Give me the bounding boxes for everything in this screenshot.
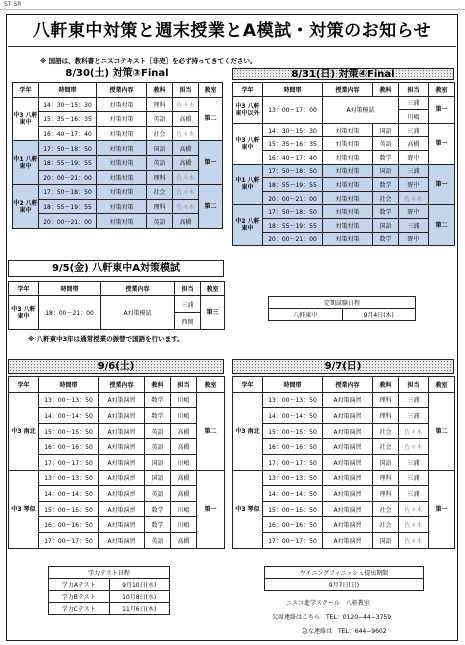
subject-cell: 英語 (145, 439, 171, 455)
teacher-cell: 佐々木 (173, 185, 199, 200)
title-divider (8, 46, 456, 47)
schedule-row (233, 218, 455, 232)
grade-cell: 中3 八軒東中以外 (233, 96, 263, 123)
content-cell: 対策対策 (323, 164, 373, 178)
time-cell: 20：00〜21：00 (263, 191, 323, 205)
schedule-row (9, 392, 225, 408)
schedule-row (13, 126, 223, 141)
column-header: 授業内容 (99, 377, 145, 393)
column-header: 時間帯 (39, 83, 97, 98)
column-header: 教室 (199, 83, 223, 98)
schedule-row (233, 232, 455, 246)
subject-cell: 数学 (373, 178, 399, 192)
subject-cell: 社会 (373, 517, 399, 533)
schedule-row (13, 155, 223, 170)
content-cell: 対策対策 (323, 178, 373, 192)
subject-cell: 国語 (373, 218, 399, 232)
column-header: 教科 (373, 83, 399, 97)
column-header: 授業内容 (101, 282, 175, 296)
test-date: 11月6日(木) (109, 603, 170, 615)
column-header: 担当 (171, 377, 197, 393)
subject-cell: 英語 (373, 137, 399, 151)
schedule-row (233, 137, 455, 151)
subject-cell: 国語 (145, 470, 171, 486)
schedule-row (13, 199, 223, 214)
subject-cell: 理科 (147, 170, 173, 185)
schedule-row (233, 486, 455, 502)
subject-cell: 数学 (373, 150, 399, 164)
content-cell: A対策演習 (323, 532, 373, 548)
content-cell: A対策演習 (323, 439, 373, 455)
column-header: 学年 (233, 83, 263, 97)
teacher-cell: 佐々木 (399, 532, 429, 548)
teacher-cell: 野中 (399, 232, 429, 246)
hakkenhigashi-note: ※ 八軒東中3年は通常授業の振替で国語を行います。 (28, 335, 184, 343)
content-cell: A対策演習 (323, 392, 373, 408)
time-cell: 16：00〜16：50 (263, 439, 323, 455)
content-cell: 対策対策 (97, 141, 147, 156)
teacher-cell: 野中 (399, 150, 429, 164)
grade-cell: 中2 八軒東中 (13, 185, 39, 229)
subject-cell: 理科 (147, 97, 173, 112)
column-header: 時間帯 (39, 282, 101, 296)
subject-cell: 英語 (145, 423, 171, 439)
schedule-row (13, 97, 223, 112)
grade-cell: 中3 南北 (9, 392, 39, 470)
teacher-cell: 佐々木 (399, 439, 429, 455)
content-cell: A対策模試 (323, 96, 399, 123)
sep6-schedule-table (8, 376, 225, 549)
subject-cell: 社会 (373, 423, 399, 439)
teacher-cell: 佐々木 (399, 517, 429, 533)
grade-cell: 中3 南北 (233, 392, 263, 470)
teacher-cell: 三浦 (399, 164, 429, 178)
schedule-row (9, 454, 225, 470)
subject-cell: 数学 (145, 517, 171, 533)
schedule-row (233, 423, 455, 439)
subject-cell: 理科 (373, 408, 399, 424)
column-header: 授業内容 (97, 83, 147, 98)
teacher-cell: 高橋 (171, 423, 197, 439)
test-name: 学力Aテスト (49, 579, 110, 591)
subject-cell: 理科 (147, 199, 173, 214)
schedule-row (9, 517, 225, 533)
room-cell: 第二 (429, 392, 455, 470)
grade-cell: 中3 八軒東中 (9, 296, 39, 330)
content-cell: A対策演習 (99, 423, 145, 439)
room-cell: 第二 (429, 205, 455, 246)
column-header: 教室 (429, 377, 455, 393)
subject-cell: 国語 (373, 123, 399, 137)
teacher-cell: 高橋 (171, 532, 197, 548)
aug30-schedule-table (12, 82, 223, 229)
subject-cell: 数学 (373, 205, 399, 219)
sep7-schedule-table (232, 376, 455, 549)
schedule-row (233, 205, 455, 219)
content-cell: 対策対策 (323, 205, 373, 219)
schedule-row (9, 486, 225, 502)
time-cell: 17：50〜18：50 (263, 164, 323, 178)
content-cell: 対策対策 (97, 112, 147, 127)
content-cell: 対策対策 (323, 137, 373, 151)
grade-cell: 中3 八軒東中 (13, 97, 39, 141)
urgent-contact: 急な連絡は TEL：644−9602 (302, 628, 387, 635)
teacher-cell: 三浦 (399, 408, 429, 424)
test-name: 学力Bテスト (49, 591, 110, 603)
teacher-cell: 三浦 (175, 296, 201, 313)
column-header: 担当 (399, 377, 429, 393)
time-cell: 15：00〜15：50 (263, 501, 323, 517)
time-cell: 18：55〜19：55 (263, 178, 323, 192)
schedule-row (9, 439, 225, 455)
absence-contact: 欠席連絡はこちら TEL：0120−44−3759 (272, 614, 392, 621)
grade-cell: 中3 琴似 (233, 470, 263, 548)
time-cell: 20：00〜21：00 (39, 170, 97, 185)
content-cell: A対策演習 (323, 517, 373, 533)
teacher-cell: 高橋 (173, 112, 199, 127)
room-cell: 第二 (199, 97, 223, 141)
teacher-cell: 野中 (399, 205, 429, 219)
column-header: 時間帯 (39, 377, 99, 393)
subject-cell: 英語 (145, 486, 171, 502)
subject-cell: 英語 (145, 532, 171, 548)
teacher-cell: 高橋 (173, 214, 199, 229)
subject-cell: 英語 (147, 155, 173, 170)
schedule-row (13, 214, 223, 229)
gakuryoku-test-table (48, 566, 170, 615)
teacher-cell: 三浦 (399, 470, 429, 486)
time-cell: 13：00〜17：00 (263, 96, 323, 123)
test-date: 9月10日(水) (109, 579, 170, 591)
content-cell: A対策演習 (99, 439, 145, 455)
grade-cell: 中3 琴似 (9, 470, 39, 548)
time-cell: 18：00〜21：00 (39, 296, 101, 330)
content-cell: 対策対策 (323, 123, 373, 137)
room-cell: 第一 (429, 96, 455, 123)
content-cell: A対策演習 (323, 408, 373, 424)
schedule-row (233, 96, 455, 110)
time-cell: 17：50〜18：50 (263, 205, 323, 219)
subject-cell: 数学 (373, 232, 399, 246)
content-cell: 対策対策 (97, 126, 147, 141)
time-cell: 18：55〜19：55 (39, 155, 97, 170)
time-cell: 15：35〜16：35 (263, 137, 323, 151)
subject-cell: 英語 (147, 112, 173, 127)
content-cell: A対策演習 (323, 470, 373, 486)
time-cell: 14：00〜14：50 (39, 408, 99, 424)
subject-cell: 数学 (145, 408, 171, 424)
school-name: ニスコ進学スクール 八軒教室 (286, 600, 370, 607)
room-cell: 第一 (197, 470, 225, 548)
subject-cell: 国語 (145, 454, 171, 470)
schedule-row (233, 123, 455, 137)
teacher-cell: 佐々木 (399, 501, 429, 517)
time-cell: 16：00〜16：50 (263, 517, 323, 533)
content-cell: A対策演習 (99, 454, 145, 470)
column-header: 授業内容 (323, 377, 373, 393)
time-cell: 13：00〜13：50 (263, 470, 323, 486)
schedule-row (13, 170, 223, 185)
content-cell: 対策対策 (323, 150, 373, 164)
content-cell: A対策演習 (99, 470, 145, 486)
time-cell: 13：00〜13：50 (39, 470, 99, 486)
time-cell: 13：00〜13：50 (39, 392, 99, 408)
teacher-cell: 川嶋 (171, 454, 197, 470)
aug31-title: 8/31(日) 対策④Final (232, 68, 454, 80)
teacher-cell: 三浦 (399, 454, 429, 470)
time-cell: 17：00〜17：50 (263, 532, 323, 548)
schedule-row (233, 164, 455, 178)
schedule-row (233, 392, 455, 408)
column-header: 担当 (175, 282, 201, 296)
content-cell: 対策対策 (97, 155, 147, 170)
content-cell: A対策演習 (323, 423, 373, 439)
schedule-row (9, 470, 225, 486)
time-cell: 14：00〜14：50 (39, 486, 99, 502)
time-cell: 16：40〜17：40 (263, 150, 323, 164)
teacher-cell: 高橋 (173, 141, 199, 156)
schedule-row (9, 423, 225, 439)
time-cell: 15：00〜15：50 (39, 501, 99, 517)
time-cell: 16：40〜17：40 (39, 126, 97, 141)
content-cell: A対策演習 (99, 408, 145, 424)
content-cell: 対策対策 (323, 218, 373, 232)
content-cell: A対策演習 (99, 486, 145, 502)
content-cell: A対策模試 (101, 296, 175, 330)
time-cell: 15：00〜15：50 (263, 423, 323, 439)
time-cell: 17：00〜17：50 (263, 454, 323, 470)
schedule-row (233, 470, 455, 486)
page-title: 八軒東中対策と週末授業とA模試・対策のお知らせ (32, 21, 432, 41)
time-cell: 16：00〜16：50 (39, 439, 99, 455)
content-cell: A対策演習 (99, 392, 145, 408)
teacher-cell: 三浦 (399, 486, 429, 502)
room-cell: 第一 (199, 141, 223, 185)
column-header: 教科 (373, 377, 399, 393)
regular-test-title: 定期試験日程 (269, 297, 416, 309)
content-cell: A対策演習 (323, 454, 373, 470)
teacher-cell: 高橋 (399, 137, 429, 151)
teacher-cell: 高橋 (171, 486, 197, 502)
room-cell: 第一 (429, 123, 455, 164)
column-header: 担当 (173, 83, 199, 98)
content-cell: 対策対策 (97, 199, 147, 214)
time-cell: 15：35〜16：35 (39, 112, 97, 127)
teacher-cell: 三浦 (399, 218, 429, 232)
content-cell: A対策演習 (323, 486, 373, 502)
subject-cell: 国語 (373, 164, 399, 178)
grade-cell: 中1 八軒東中 (233, 164, 263, 205)
textbook-note: ※ 国語は、教科書とニスコテキスト［非売］を必ず持ってきてください。 (40, 57, 257, 65)
column-header: 時間帯 (263, 83, 323, 97)
subject-cell: 理科 (373, 486, 399, 502)
schedule-row (9, 408, 225, 424)
column-header: 学年 (13, 83, 39, 98)
sep6-title: 9/6(土) (8, 359, 224, 374)
teacher-cell: 佐々木 (173, 97, 199, 112)
teacher-cell: 西岡 (175, 313, 201, 330)
column-header: 授業内容 (323, 83, 373, 97)
subject-cell: 国語 (147, 141, 173, 156)
room-cell: 第一 (429, 470, 455, 548)
window-header-strip: ST SR (0, 0, 465, 10)
time-cell: 13：00〜13：50 (263, 392, 323, 408)
test-name: 学力Cテスト (49, 603, 110, 615)
grade-cell: 中2 八軒東中 (233, 205, 263, 246)
time-cell: 20：00〜21：00 (263, 232, 323, 246)
aug30-title: 8/30(土) 対策③Final (65, 68, 169, 79)
teacher-cell: 佐々木 (399, 191, 429, 205)
time-cell: 14：00〜14：50 (263, 486, 323, 502)
teacher-cell: 佐々木 (173, 126, 199, 141)
time-cell: 17：00〜17：50 (39, 532, 99, 548)
grade-cell: 中1 八軒東中 (13, 141, 39, 185)
schedule-row (233, 501, 455, 517)
room-cell: 第一 (429, 164, 455, 205)
schedule-row (233, 191, 455, 205)
subject-cell: 国語 (373, 454, 399, 470)
schedule-row (233, 439, 455, 455)
content-cell: 対策対策 (97, 97, 147, 112)
column-header: 担当 (399, 83, 429, 97)
schedule-row (13, 185, 223, 200)
time-cell: 18：55〜19：55 (263, 218, 323, 232)
time-cell: 14：30〜15：30 (39, 97, 97, 112)
sep5-schedule-table (8, 281, 225, 330)
column-header: 教科 (147, 83, 173, 98)
grade-cell: 中3 八軒東中 (233, 123, 263, 164)
subject-cell: 国語 (373, 532, 399, 548)
content-cell: 対策対策 (97, 214, 147, 229)
column-header: 学年 (9, 282, 39, 296)
teacher-cell: 川嶋 (171, 408, 197, 424)
schedule-row (233, 517, 455, 533)
column-header: 学年 (9, 377, 39, 393)
column-header: 教室 (429, 83, 455, 97)
winning-finish-table (264, 566, 424, 591)
subject-cell: 理科 (373, 392, 399, 408)
time-cell: 16：00〜16：50 (39, 517, 99, 533)
subject-cell: 社会 (373, 191, 399, 205)
content-cell: 対策対策 (323, 191, 373, 205)
regular-test-school: 八軒東中 (269, 309, 343, 321)
schedule-row (233, 454, 455, 470)
time-cell: 17：50〜18：50 (39, 141, 97, 156)
teacher-cell: 高橋 (171, 470, 197, 486)
subject-cell: 社会 (373, 501, 399, 517)
subject-cell: 社会 (147, 126, 173, 141)
sep7-title: 9/7(日) (232, 359, 454, 374)
column-header: 教科 (145, 377, 171, 393)
teacher-cell: 高橋 (173, 155, 199, 170)
teacher-cell: 三浦 (399, 96, 429, 110)
schedule-row (9, 532, 225, 548)
time-cell: 15：00〜15：50 (39, 423, 99, 439)
subject-cell: 社会 (147, 185, 173, 200)
subject-cell: 社会 (373, 439, 399, 455)
schedule-row (233, 408, 455, 424)
time-cell: 17：00〜17：50 (39, 454, 99, 470)
column-header: 時間帯 (263, 377, 323, 393)
teacher-cell: 川嶋 (171, 501, 197, 517)
subject-cell: 英語 (147, 214, 173, 229)
content-cell: A対策演習 (323, 501, 373, 517)
content-cell: A対策演習 (99, 517, 145, 533)
subject-cell: 数学 (145, 392, 171, 408)
content-cell: 対策対策 (97, 170, 147, 185)
schedule-row (233, 150, 455, 164)
teacher-cell: 川嶋 (171, 517, 197, 533)
room-cell: 第二 (199, 185, 223, 229)
column-header: 教室 (201, 282, 225, 296)
time-cell: 18：55〜19：55 (39, 199, 97, 214)
teacher-cell: 佐々木 (173, 170, 199, 185)
column-header: 教室 (197, 377, 225, 393)
subject-cell: 数学 (145, 501, 171, 517)
aug31-schedule-table (232, 82, 455, 246)
time-cell: 14：30〜15：30 (263, 123, 323, 137)
teacher-cell: 高橋 (171, 439, 197, 455)
regular-test-table (268, 296, 416, 321)
teacher-cell: 野中 (399, 178, 429, 192)
content-cell: 対策対策 (323, 232, 373, 246)
content-cell: A対策演習 (99, 532, 145, 548)
test-date: 10月8日(水) (109, 591, 170, 603)
content-cell: 対策対策 (97, 185, 147, 200)
content-cell: A対策演習 (99, 501, 145, 517)
teacher-cell: 三浦 (399, 392, 429, 408)
winning-finish-title: ウイニングフィニッシュ提出期限 (265, 567, 424, 579)
time-cell: 17：50〜18：50 (39, 185, 97, 200)
room-cell: 第三 (201, 296, 225, 330)
schedule-row (233, 178, 455, 192)
teacher-cell: 佐々木 (173, 199, 199, 214)
schedule-row (13, 141, 223, 156)
teacher-cell: 川嶋 (171, 392, 197, 408)
time-cell: 20：00〜21：00 (39, 214, 97, 229)
regular-test-date: 9月4日(木) (342, 309, 416, 321)
column-header: 学年 (233, 377, 263, 393)
subject-cell: 理科 (373, 470, 399, 486)
schedule-row (9, 501, 225, 517)
teacher-cell: 三浦 (399, 123, 429, 137)
sep5-title: 9/5(金) 八軒東中A対策模試 (8, 260, 224, 277)
teacher-cell: 川嶋 (399, 110, 429, 124)
schedule-row (233, 532, 455, 548)
schedule-row (13, 112, 223, 127)
gakuryoku-title: 学力テスト日程 (49, 567, 170, 579)
winning-finish-date: 9月7日(日) (265, 579, 424, 591)
teacher-cell: 佐々木 (399, 423, 429, 439)
room-cell: 第二 (197, 392, 225, 470)
time-cell: 14：00〜14：50 (263, 408, 323, 424)
